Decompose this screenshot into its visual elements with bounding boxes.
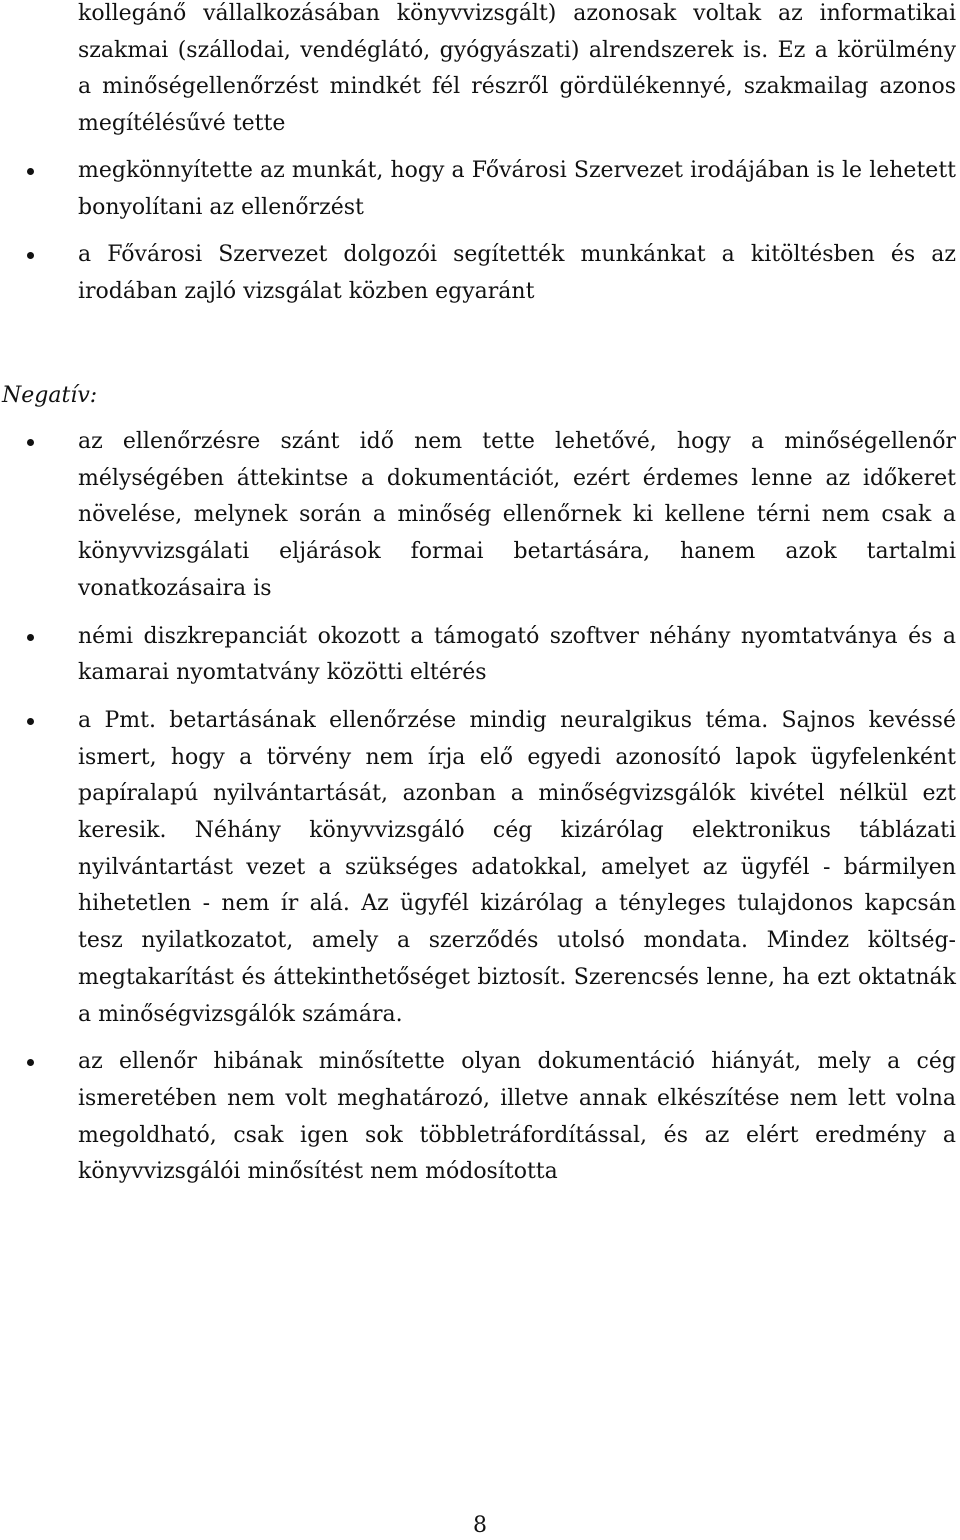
list-item-text: némi diszkrepanciát okozott a támogató szoftver néhány nyomtatványa és a kamarai nyomtatvány közötti eltérés [78,623,956,686]
list-item-text: a Pmt. betartásának ellenőrzése mindig neuralgikus téma. Sajnos kevéssé ismert, hogy a törvény nem írja elő egyedi azonosító lapok ügyfelenként papíralapú nyilvántartását, azonban a minőségvizsgálók kivétel nélkül ezt keresik. Néhány könyvvizsgáló cég kizárólag elektronikus táblázati nyilvántartást vezet a szükséges adatokkal, amelyet az ügyfél - bármilyen hihetetlen - nem ír alá. Az ügyfél kizárólag a tényleges tulajdonos kapcsán tesz nyilatkozatot, amely a szerződés utolsó mondata. Mindez költség-megtakarítást és áttekinthetőséget biztosít. Szerencsés lenne, ha ezt oktatnák a minőségvizsgálók számára. [78,707,956,1027]
negative-list [0,424,960,1191]
list-item-text: a Fővárosi Szervezet dolgozói segítették munkánkat a kitöltésben és az irodában zajló vizsgálat közben egyaránt [78,242,956,305]
list-item [0,703,960,1033]
list-item-text: az ellenőrzésre szánt idő nem tette lehetővé, hogy a minőségellenőr mélységében áttekintse a dokumentációt, ezért érdemes lenne az időkeret növelése, melynek során a minőség ellenőrnek ki kellene térni nem csak a könyvvizsgálati eljárások formai betartására, hanem azok tartalmi vonatkozásaira is [78,429,956,601]
bullet-icon [27,634,34,641]
bullet-icon [27,168,34,175]
bullet-icon [27,252,34,259]
list-item-text: megkönnyítette az munkát, hogy a Fővárosi Szervezet irodájában is le lehetett bonyolítani az ellenőrzést [78,158,956,220]
list-item [0,153,960,226]
list-item-text: az ellenőr hibának minősítette olyan dokumentáció hiányát, mely a cég ismeretében nem volt meghatározó, illetve annak elkészítése nem lett volna megoldható, csak igen sok többletráfordítással, és az elért eredmény a könyvvizsgálói minősítést nem módosította [78,1049,956,1185]
list-item [0,619,960,692]
list-item [0,1044,960,1191]
list-item [0,424,960,608]
positive-list [0,153,960,311]
section-heading: Negatív: [2,383,98,408]
list-item [0,237,960,310]
page-number: 8 [473,1513,487,1538]
continued-paragraph: kollegánő vállalkozásában könyvvizsgált) azonosak voltak az informatikai szakmai (szállodai, vendéglátó, gyógyászati) alrendszerek is. Ez a körülmény a minőségellenőrzést mindkét fél részről gördülékennyé, szakmailag azonos megítélésűvé tette [78,1,956,137]
bullet-icon [27,718,34,725]
bullet-icon [27,1059,34,1066]
bullet-icon [27,439,34,446]
